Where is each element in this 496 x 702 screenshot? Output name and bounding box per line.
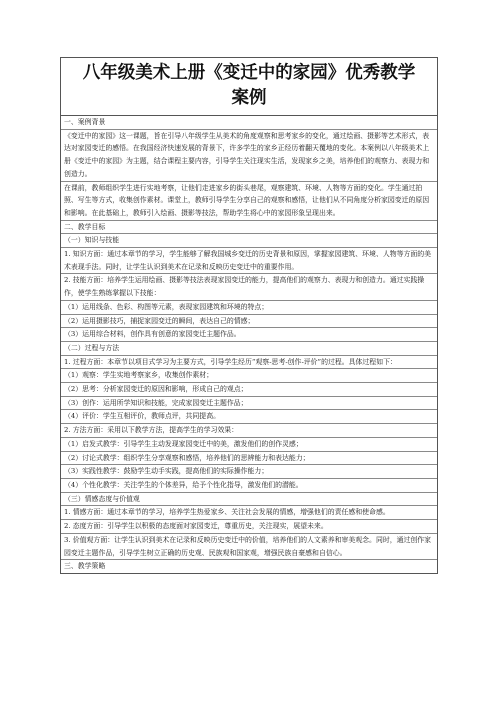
document-row: 一、案例背景 bbox=[61, 116, 437, 130]
document-row: （2）运用摄影技巧，捕捉家园变迁的瞬间，表达自己的情感； bbox=[61, 315, 437, 329]
document-row: 二、教学目标 bbox=[61, 221, 437, 235]
document-row: 《变迁中的家园》这一课题，旨在引导八年级学生从美术的角度观察和思考家乡的变化，通过绘画、摄影等艺术形式，表达对家园变迁的感悟。在我国经济快速发展的背景下，许多学生的家乡正经历着翻天覆地的变化。本案例以八年级美术上册《变迁中的家园》为主题，结合课程主要内容，引导学生关注现实生活，发现家乡之美，培养他们的观察力、表现力和创造力。 bbox=[61, 130, 437, 182]
document-row: 3. 价值观方面：让学生认识到美术在记录和反映历史变迁中的价值，培养他们的人文素养和审美观念。同时，通过创作家园变迁主题作品，引导学生树立正确的历史观、民族观和国家观，增强民族自豪感和自信心。 bbox=[61, 534, 437, 560]
document-row: （二）过程与方法 bbox=[61, 342, 437, 356]
document-row: （3）实践性教学：鼓励学生动手实践，提高他们的实际操作能力； bbox=[61, 465, 437, 479]
document-row: （三）情感态度与价值观 bbox=[61, 493, 437, 507]
document-row: 1. 情感方面：通过本章节的学习，培养学生热爱家乡、关注社会发展的情感，增强他们的责任感和使命感。 bbox=[61, 506, 437, 520]
document-row: （4）个性化教学：关注学生的个体差异，给予个性化指导，激发他们的潜能。 bbox=[61, 479, 437, 493]
document-rows bbox=[61, 116, 437, 573]
document-row: （3）创作：运用所学知识和技能，完成家园变迁主题作品； bbox=[61, 397, 437, 411]
document-title bbox=[61, 58, 437, 116]
document-row: 三、教学策略 bbox=[64, 562, 106, 571]
document-row: （1）运用线条、色彩、构图等元素，表现家园建筑和环境的特点； bbox=[61, 301, 437, 315]
document-row: （1）观察：学生实地考察家乡，收集创作素材； bbox=[61, 369, 437, 383]
document-row: （一）知识与技能 bbox=[61, 234, 437, 248]
title-line-2: 案例 bbox=[231, 88, 267, 108]
document-table bbox=[60, 57, 438, 574]
document-row: （4）评价：学生互相评价，教师点评，共同提高。 bbox=[61, 410, 437, 424]
document-row: 在课前，教师组织学生进行实地考察，让他们走进家乡的街头巷尾，观察建筑、环境、人物等方面的变化。学生通过拍照、写生等方式，收集创作素材。课堂上，教师引导学生分享自己的观察和感悟，让他们从不同角度分析家园变迁的原因和影响。在此基础上，教师引入绘画、摄影等技法，帮助学生将心中的家园形象呈现出来。 bbox=[61, 182, 437, 221]
document-row: （3）运用综合材料，创作具有创意的家园变迁主题作品。 bbox=[61, 328, 437, 342]
document-row: 1. 过程方面：本章节以项目式学习为主要方式，引导学生经历“观察-思考-创作-评价”的过程。具体过程如下： bbox=[61, 356, 437, 370]
document-row: （2）思考：分析家园变迁的原因和影响，形成自己的观点； bbox=[61, 383, 437, 397]
document-row: 2. 方法方面：采用以下教学方法，提高学生的学习效果： bbox=[61, 424, 437, 438]
document-row: 2. 技能方面：培养学生运用绘画、摄影等技法表现家园变迁的能力，提高他们的观察力、表现力和创造力。通过实践操作，使学生熟练掌握以下技能： bbox=[61, 274, 437, 300]
document-row: （1）启发式教学：引导学生主动发现家园变迁中的美，激发他们的创作灵感； bbox=[61, 438, 437, 452]
document-row: （2）讨论式教学：组织学生分享观察和感悟，培养他们的思辨能力和表达能力； bbox=[61, 452, 437, 466]
title-line-1: 八年级美术上册《变迁中的家园》优秀教学 bbox=[82, 63, 416, 83]
document-row: 1. 知识方面：通过本章节的学习，学生能够了解我国城乡变迁的历史背景和原因，掌握家园建筑、环境、人物等方面的美术表现手法。同时，让学生认识到美术在记录和反映历史变迁中的重要作用。 bbox=[61, 248, 437, 274]
document-row: 2. 态度方面：引导学生以积极的态度面对家园变迁，尊重历史，关注现实，展望未来。 bbox=[61, 520, 437, 534]
